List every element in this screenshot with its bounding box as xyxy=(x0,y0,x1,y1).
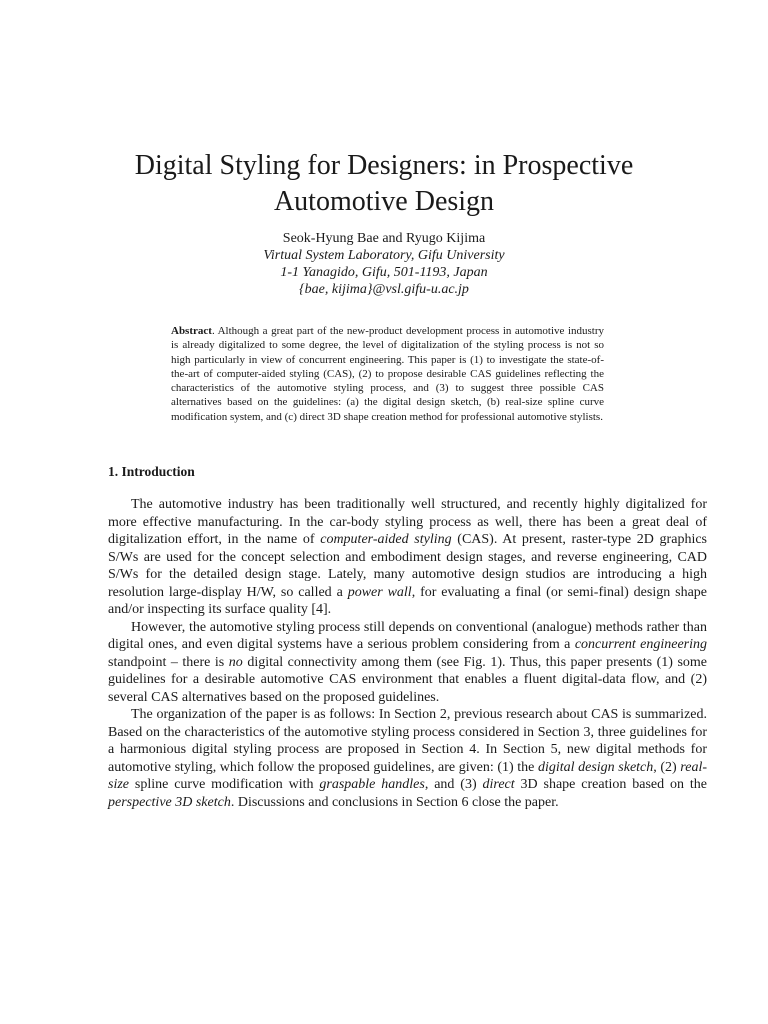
text-run: digital connectivity among them (see Fig. 1). Thus, this paper presents (1) some guidelines for a desirable automotive CAS environment that enables a fluent digital-data flow, and (2) several CAS alternatives based on the proposed guidelines. xyxy=(108,654,708,705)
paragraph-3 xyxy=(108,706,707,811)
emphasis-text: concurrent engineering xyxy=(574,637,708,652)
text-run: , (2) xyxy=(653,759,681,775)
text-run: (CAS). At present, raster-type 2D graphics S/Ws are used for the concept selection and embodiment design stages, and reverse engineering, CAD S/Ws for the detailed design stage. Lately, many automotive design studios are introducing a high resolution large-display H/W, so called a xyxy=(108,532,707,600)
text-run: , for evaluating a final (or semi-final) design shape and/or inspecting its surface quality [4]. xyxy=(108,584,707,617)
text-run: . Discussions and conclusions in Section 6 close the paper. xyxy=(230,794,559,810)
title-line-2: Automotive Design xyxy=(273,186,495,217)
text-run: However, the automotive styling process still depends on conventional (analogue) methods rather than digital ones, and even digital systems have a serious problem considering from a xyxy=(108,619,707,652)
author-affiliation: Virtual System Laboratory, Gifu University xyxy=(263,248,505,263)
text-run: spline curve modification with xyxy=(129,777,320,792)
author-address: 1-1 Yanagido, Gifu, 501-1193, Japan xyxy=(280,265,488,280)
emphasis-text: digital design sketch xyxy=(537,759,654,775)
title-line-1: Digital Styling for Designers: in Prospective xyxy=(134,150,634,181)
emphasis-text: graspable handles xyxy=(319,777,425,792)
abstract xyxy=(171,324,604,424)
emphasis-text: no xyxy=(228,654,243,670)
author-names: Seok-Hyung Bae and Ryugo Kijima xyxy=(282,231,486,246)
text-run: standpoint – there is xyxy=(108,654,229,670)
emphasis-text: computer-aided styling xyxy=(320,532,452,547)
paragraph-1 xyxy=(108,496,707,619)
text-run: The automotive industry has been traditionally well structured, and recently highly digitalized for more effective manufacturing. In the car-body styling process as well, there has been a great deal of digitalization effort, in the name of xyxy=(108,497,707,547)
abstract-text: . Although a great part of the new-product development process in automotive industry is already digitalized to some degree, the level of digitalization of the styling process is not so high particularly in view of concurrent engineering. This paper is (1) to investigate the state-of-the-art of computer-aided styling (CAS), (2) to propose desirable CAS guidelines reflecting the characteristics of the automotive styling process, and (3) to suggest three possible CAS alternatives based on the guidelines: (a) the digital design sketch, (b) real-size spline curve modification system, and (c) direct 3D shape creation method for professional automotive stylists. xyxy=(171,325,604,423)
emphasis-text: power wall xyxy=(347,584,412,600)
paragraph-2 xyxy=(108,619,707,707)
author-email: {bae, kijima}@vsl.gifu-u.ac.jp xyxy=(299,282,469,297)
abstract-label: Abstract xyxy=(171,325,212,337)
text-run: The organization of the paper is as follows: In Section 2, previous research about CAS is summarized. Based on the characteristics of the automotive styling process considered in Section 3, three guidelines for a harmonious digital styling process are proposed in Section 4. In Section 5, new digital methods for automotive styling, which follow the proposed guidelines, are given: (1) the xyxy=(108,707,707,775)
emphasis-text: real-size xyxy=(108,759,707,792)
text-run: 3D shape creation based on the xyxy=(514,777,707,792)
emphasis-text: perspective 3D sketch xyxy=(108,794,231,810)
author-block xyxy=(60,230,708,298)
text-run: , and (3) xyxy=(424,777,483,792)
introduction-body xyxy=(108,496,707,811)
paper-title xyxy=(60,148,708,220)
emphasis-text: direct xyxy=(482,777,515,792)
section-heading-introduction: 1. Introduction xyxy=(108,464,195,479)
